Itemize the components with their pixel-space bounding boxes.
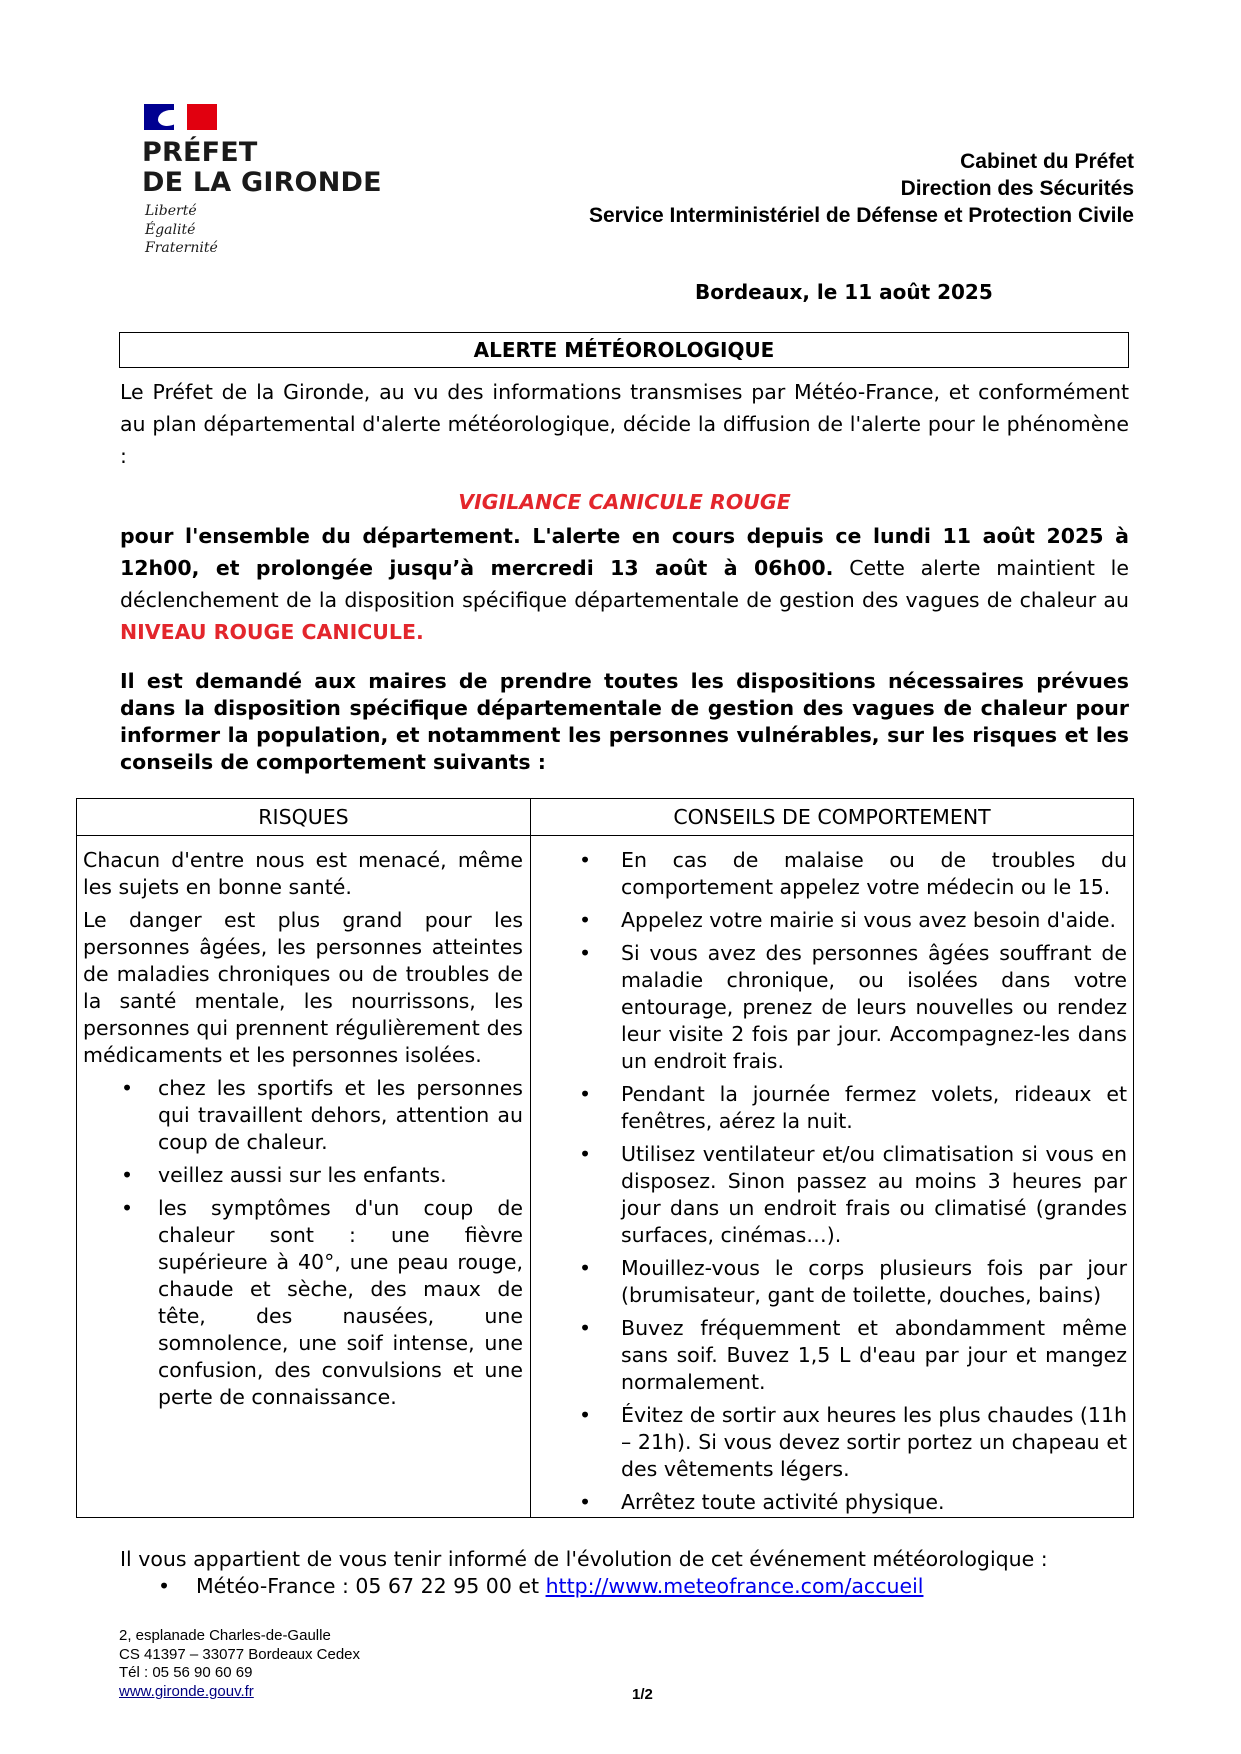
meteo-france-phone: Météo-France : 05 67 22 95 00 et xyxy=(196,1574,546,1598)
table-header-advice: CONSEILS DE COMPORTEMENT xyxy=(673,805,991,829)
risks-cell xyxy=(83,847,523,1417)
risk-paragraph: Chacun d'entre nous est menacé, même les sujets en bonne santé. xyxy=(83,848,523,899)
mayors-instruction: Il est demandé aux maires de prendre toutes les dispositions nécessaires prévues dans la disposition spécifique départementale de gestion des vagues de chaleur pour informer la population, et notamment les personnes vulnérables, sur les risques et les conseils de comportement suivants : xyxy=(120,669,1129,774)
bullet-icon: • xyxy=(158,1574,171,1598)
advice-cell xyxy=(539,847,1127,1522)
advice-item: • Évitez de sortir aux heures les plus chaudes (11h – 21h). Si vous devez sortir portez un chapeau et des vêtements légers. xyxy=(539,1402,1127,1483)
risk-item: • chez les sportifs et les personnes qui travaillent dehors, attention au coup de chaleur. xyxy=(83,1075,523,1156)
risk-list xyxy=(83,1075,523,1411)
issuing-service xyxy=(589,148,1134,229)
footer-website-link[interactable]: www.gironde.gouv.fr xyxy=(119,1682,254,1700)
advice-item: • Si vous avez des personnes âgées souffrant de maladie chronique, ou isolées dans votre entourage, prenez de leurs nouvelles ou rendez leur visite 2 fois par jour. Accompagnez-les dans un endroit frais. xyxy=(539,940,1127,1075)
prefecture-name-line1: PRÉFET xyxy=(142,137,258,168)
header-direction: Direction des Sécurités xyxy=(900,177,1134,200)
motto-liberte: Liberté xyxy=(145,203,197,219)
page-number: 1/2 xyxy=(632,1686,653,1703)
risk-item: • veillez aussi sur les enfants. xyxy=(83,1162,523,1189)
meteo-france-contact xyxy=(120,1573,1048,1600)
meteo-france-link[interactable]: http://www.meteofrance.com/accueil xyxy=(545,1574,924,1598)
advice-item: • Pendant la journée fermez volets, rideaux et fenêtres, aérez la nuit. xyxy=(539,1081,1127,1135)
advice-item: • Buvez fréquemment et abondamment même sans soif. Buvez 1,5 L d'eau par jour et mangez normalement. xyxy=(539,1315,1127,1396)
prefecture-name-line2: DE LA GIRONDE xyxy=(142,167,382,198)
footer-address-line2: CS 41397 – 33077 Bordeaux Cedex xyxy=(119,1645,361,1663)
advice-item: • En cas de malaise ou de troubles du comportement appelez votre médecin ou le 15. xyxy=(539,847,1127,901)
header-cabinet: Cabinet du Préfet xyxy=(960,150,1134,173)
republic-motto xyxy=(145,202,218,258)
advice-item: • Arrêtez toute activité physique. xyxy=(539,1489,1127,1516)
footer-phone: Tél : 05 56 90 60 69 xyxy=(119,1664,253,1681)
information-section xyxy=(120,1546,1048,1600)
footer-address xyxy=(119,1627,360,1701)
risk-paragraph: Le danger est plus grand pour les personnes âgées, les personnes atteintes de maladies chroniques ou de troubles de la santé mentale, les nourrissons, les personnes qui prennent régulièrement des médicaments et les personnes isolées. xyxy=(83,908,523,1067)
header-service: Service Interministériel de Défense et Protection Civile xyxy=(588,204,1134,227)
advice-item: • Appelez votre mairie si vous avez besoin d'aide. xyxy=(539,907,1127,934)
risks-advice-table xyxy=(76,798,1134,1518)
document-title xyxy=(119,332,1129,368)
republic-flag-logo xyxy=(144,104,217,130)
alert-detail: Cette alerte maintient le déclenchement de la disposition spécifique départementale de gestion des vagues de chaleur au xyxy=(120,556,1129,612)
advice-item: • Mouillez-vous le corps plusieurs fois par jour (brumisateur, gant de toilette, douches, bains) xyxy=(539,1255,1127,1309)
advice-item: • Utilisez ventilateur et/ou climatisation si vous en disposez. Sinon passez au moins 3 heures par jour dans un endroit frais ou climatisé (grandes surfaces, cinémas…). xyxy=(539,1141,1127,1249)
vigilance-level: VIGILANCE CANICULE ROUGE xyxy=(458,490,791,514)
intro-paragraph: Le Préfet de la Gironde, au vu des informations transmises par Météo-France, et conformément au plan départemental d'alerte météorologique, décide la diffusion de l'alerte pour le phénomène : xyxy=(120,380,1129,468)
document-date: Bordeaux, le 11 août 2025 xyxy=(695,280,993,304)
risk-item: • les symptômes d'un coup de chaleur sont : une fièvre supérieure à 40°, une peau rouge, chaude et sèche, des maux de tête, des nausées, une somnolence, une soif intense, une confusion, des convulsions et une perte de connaissance. xyxy=(83,1195,523,1411)
document-title-text: ALERTE MÉTÉOROLOGIQUE xyxy=(473,338,775,362)
information-intro: Il vous appartient de vous tenir informé de l'évolution de cet événement météorologique : xyxy=(120,1547,1048,1571)
motto-egalite: Égalité xyxy=(145,221,196,238)
motto-fraternite: Fraternité xyxy=(145,240,218,256)
alert-paragraph xyxy=(120,520,1129,648)
footer-address-line1: 2, esplanade Charles-de-Gaulle xyxy=(119,1627,331,1644)
table-header-risks: RISQUES xyxy=(258,805,349,829)
prefecture-name xyxy=(142,138,382,198)
advice-list xyxy=(539,847,1127,1516)
alert-period: pour l'ensemble du département. L'alerte en cours depuis ce lundi 11 août 2025 à 12h00, et prolongée jusqu’à mercredi 13 août à 06h00. xyxy=(120,524,1129,580)
alert-level: NIVEAU ROUGE CANICULE. xyxy=(120,620,424,644)
